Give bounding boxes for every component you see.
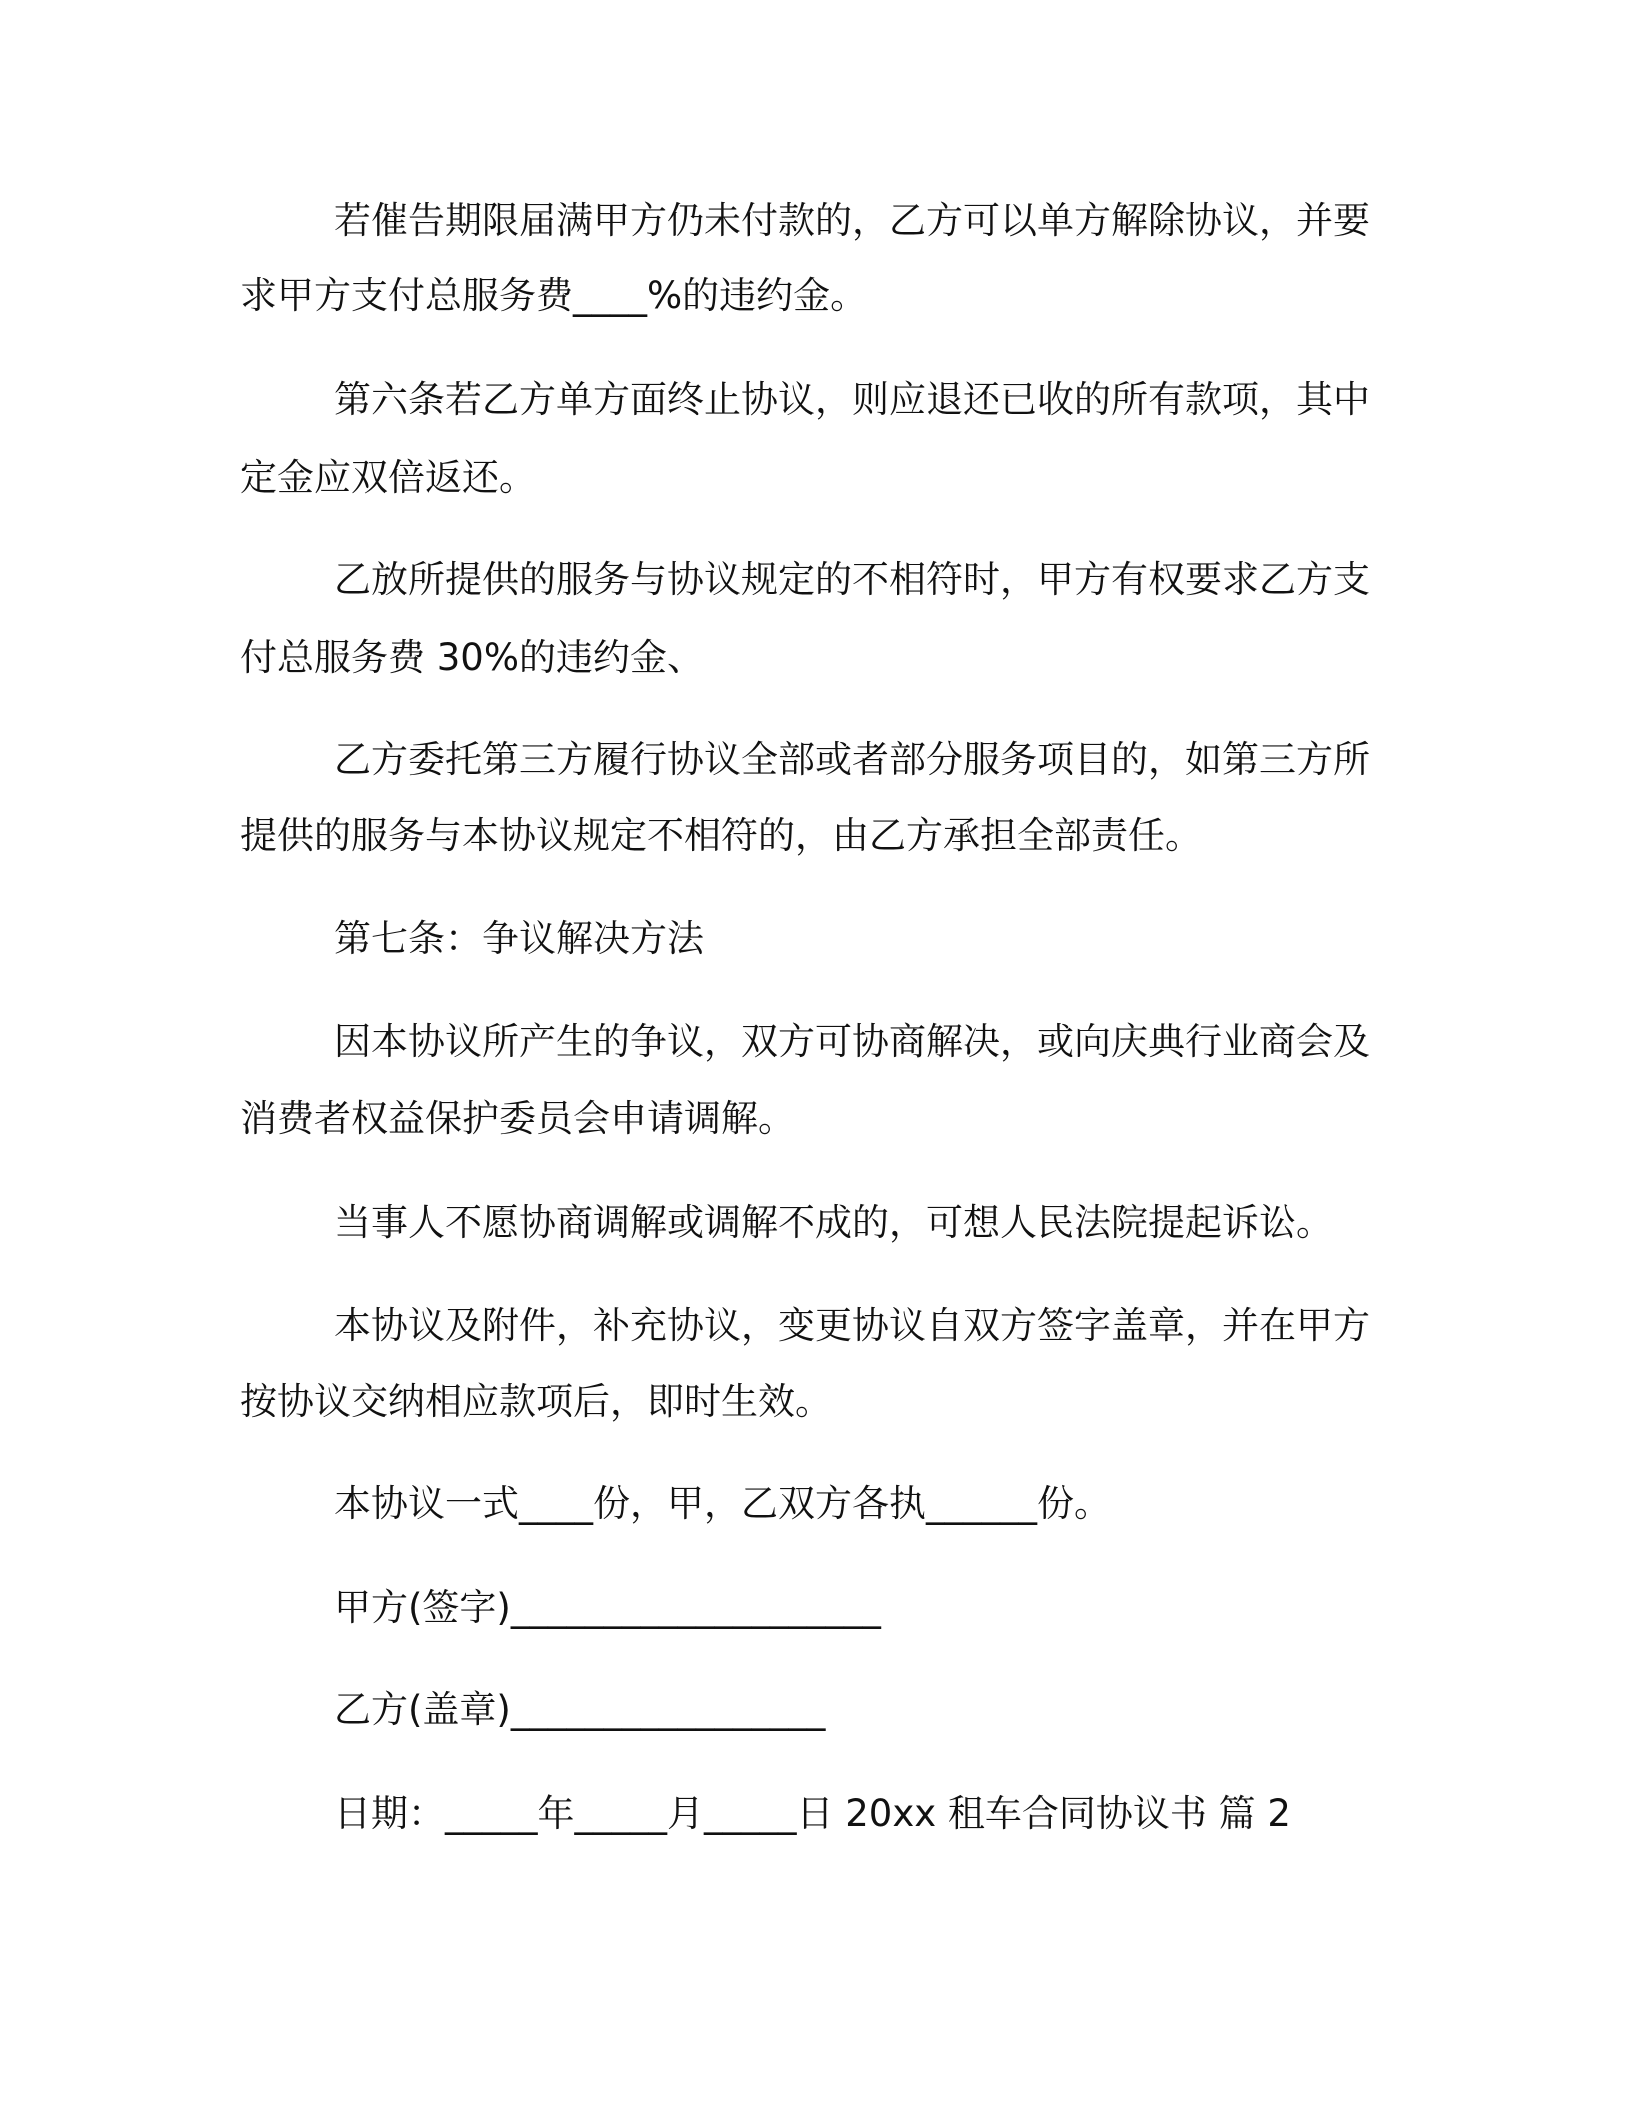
- paragraph-line: 因本协议所产生的争议，双方可协商解决，或向庆典行业商会及: [334, 1020, 1370, 1063]
- paragraph-line: 消费者权益保护委员会申请调解。: [240, 1097, 795, 1140]
- paragraph-line: 求甲方支付总服务费____%的违约金。: [240, 274, 868, 317]
- paragraph-line: 本协议一式____份，甲，乙双方各执______份。: [334, 1482, 1111, 1525]
- paragraph-line: 若催告期限届满甲方仍未付款的，乙方可以单方解除协议，并要: [334, 199, 1370, 242]
- signature-line-party-a: 甲方(签字)____________________: [334, 1586, 881, 1629]
- paragraph-line: 第六条若乙方单方面终止协议，则应退还已收的所有款项，其中: [334, 378, 1370, 421]
- paragraph-line: 当事人不愿协商调解或调解不成的，可想人民法院提起诉讼。: [334, 1201, 1333, 1244]
- paragraph-line: 定金应双倍返还。: [240, 456, 536, 499]
- paragraph-line: 提供的服务与本协议规定不相符的，由乙方承担全部责任。: [240, 814, 1202, 857]
- date-line: 日期：_____年_____月_____日 20xx 租车合同协议书 篇 2: [334, 1792, 1291, 1835]
- paragraph-line: 付总服务费 30%的违约金、: [240, 636, 704, 679]
- section-heading: 第七条：争议解决方法: [334, 917, 704, 960]
- paragraph-line: 本协议及附件，补充协议，变更协议自双方签字盖章，并在甲方: [334, 1304, 1370, 1347]
- signature-line-party-b: 乙方(盖章)_________________: [334, 1688, 826, 1731]
- paragraph-line: 乙放所提供的服务与协议规定的不相符时，甲方有权要求乙方支: [334, 558, 1370, 601]
- paragraph-line: 乙方委托第三方履行协议全部或者部分服务项目的，如第三方所: [334, 738, 1370, 781]
- paragraph-line: 按协议交纳相应款项后，即时生效。: [240, 1380, 832, 1423]
